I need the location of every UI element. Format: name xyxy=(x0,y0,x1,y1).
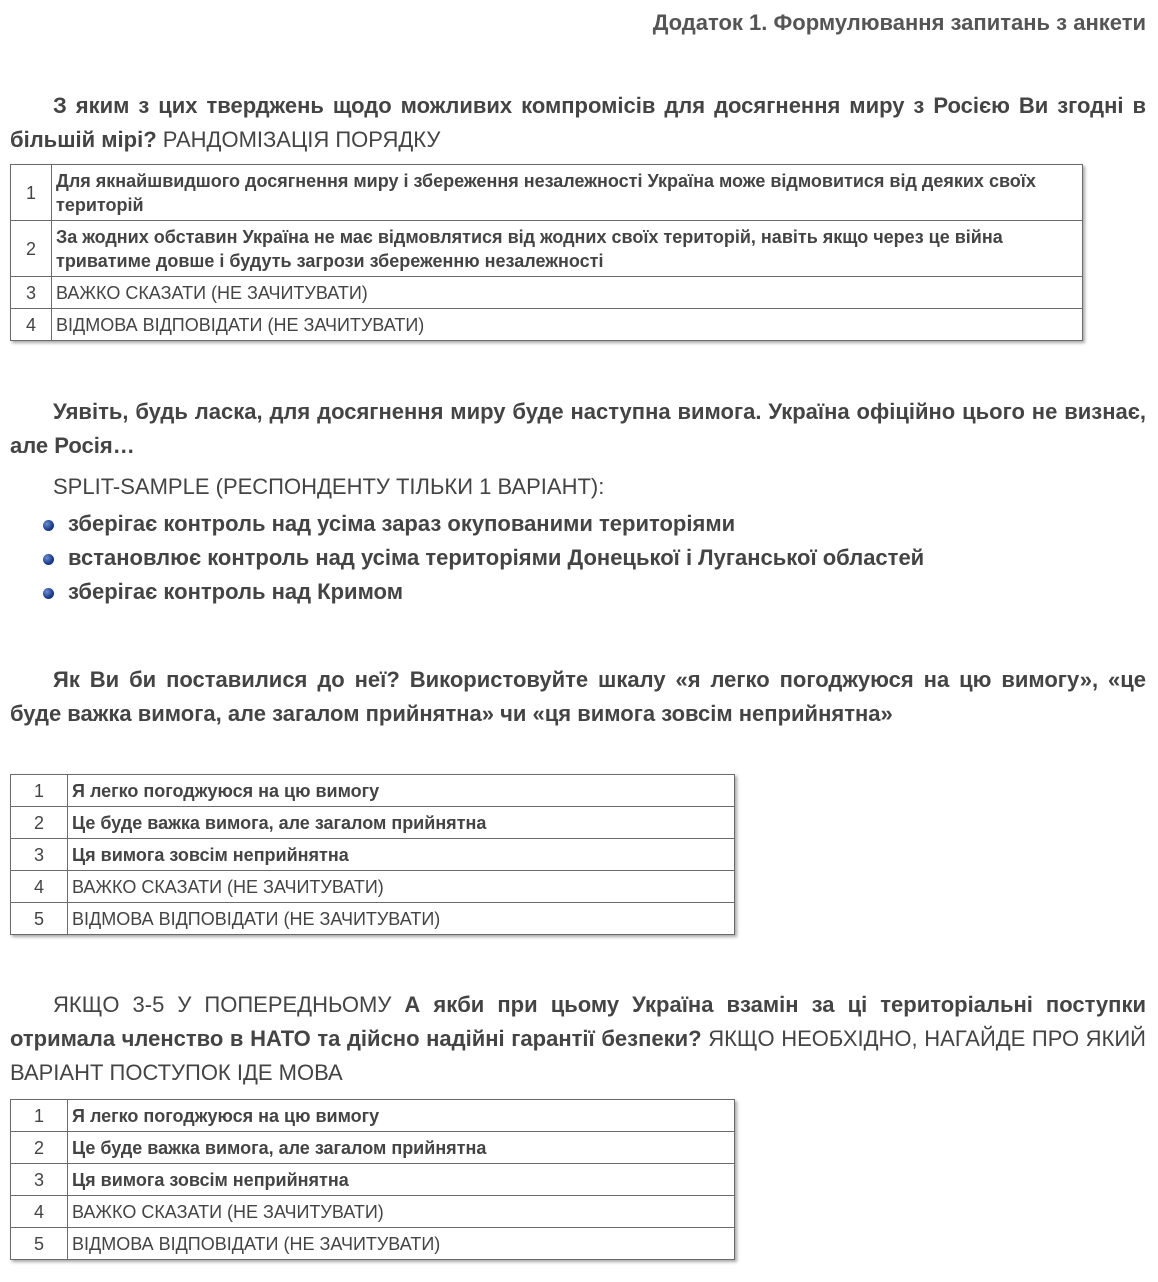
question-1 xyxy=(10,89,1146,157)
option-number: 1 xyxy=(11,165,52,221)
split-sample-note: SPLIT-SAMPLE (РЕСПОНДЕНТУ ТІЛЬКИ 1 ВАРІАНТ): xyxy=(53,474,605,499)
option-text: Я легко погоджуюся на цю вимогу xyxy=(68,1100,735,1132)
option-number: 4 xyxy=(11,309,52,341)
table-row xyxy=(11,165,1083,221)
question-2 xyxy=(10,395,1146,463)
table-row xyxy=(11,1164,735,1196)
variant-text: зберігає контроль над Кримом xyxy=(68,579,403,604)
table-row xyxy=(11,221,1083,277)
option-number: 3 xyxy=(11,1164,68,1196)
table-row xyxy=(11,807,735,839)
question-4 xyxy=(10,988,1146,1090)
list-item xyxy=(40,541,924,575)
option-number: 5 xyxy=(11,903,68,935)
question-3-options-table xyxy=(10,774,735,935)
table-row xyxy=(11,309,1083,341)
list-item xyxy=(40,507,924,541)
option-number: 4 xyxy=(11,1196,68,1228)
split-sample-variants xyxy=(40,507,924,609)
option-text: Ця вимога зовсім неприйнятна xyxy=(68,1164,735,1196)
question-2-text: Уявіть, будь ласка, для досягнення миру буде наступна вимога. Україна офіційно цього не визнає, але Росія… xyxy=(10,399,1146,458)
variant-text: зберігає контроль над усіма зараз окупованими територіями xyxy=(68,511,736,536)
question-3-text: Як Ви би поставилися до неї? Використовуйте шкалу «я легко погоджуюся на цю вимогу», «це буде важка вимога, але загалом прийнятна» чи «ця вимога зовсім неприйнятна» xyxy=(10,667,1146,726)
appendix-title: Додаток 1. Формулювання запитань з анкети xyxy=(652,10,1146,35)
option-text: За жодних обставин Україна не має відмовлятися від жодних своїх територій, навіть якщо через це війна триватиме довше і будуть загрози збереженню незалежності xyxy=(52,221,1083,277)
bullet-icon xyxy=(43,554,54,565)
option-text: Я легко погоджуюся на цю вимогу xyxy=(68,775,735,807)
question-4-condition: ЯКЩО 3-5 У ПОПЕРЕДНЬОМУ xyxy=(53,992,392,1017)
option-number: 2 xyxy=(11,807,68,839)
option-text: ВІДМОВА ВІДПОВІДАТИ (НЕ ЗАЧИТУВАТИ) xyxy=(52,309,1083,341)
table-row xyxy=(11,775,735,807)
table-row xyxy=(11,903,735,935)
table-row xyxy=(11,839,735,871)
question-3 xyxy=(10,663,1146,731)
option-number: 2 xyxy=(11,1132,68,1164)
bullet-icon xyxy=(43,588,54,599)
option-number: 4 xyxy=(11,871,68,903)
table-row xyxy=(11,1100,735,1132)
option-text: ВАЖКО СКАЗАТИ (НЕ ЗАЧИТУВАТИ) xyxy=(68,871,735,903)
option-text: ВІДМОВА ВІДПОВІДАТИ (НЕ ЗАЧИТУВАТИ) xyxy=(68,903,735,935)
option-number: 2 xyxy=(11,221,52,277)
table-row xyxy=(11,871,735,903)
question-1-note: РАНДОМІЗАЦІЯ ПОРЯДКУ xyxy=(162,127,441,152)
table-row xyxy=(11,277,1083,309)
option-text: Це буде важка вимога, але загалом прийнятна xyxy=(68,1132,735,1164)
option-text: Для якнайшвидшого досягнення миру і збереження незалежності Україна може відмовитися від деяких своїх територій xyxy=(52,165,1083,221)
table-row xyxy=(11,1196,735,1228)
list-item xyxy=(40,575,924,609)
question-1-text: З яким з цих тверджень щодо можливих компромісів для досягнення миру з Росією Ви згодні в більшій мірі? xyxy=(10,93,1146,152)
option-text: ВАЖКО СКАЗАТИ (НЕ ЗАЧИТУВАТИ) xyxy=(68,1196,735,1228)
variant-text: встановлює контроль над усіма територіями Донецької і Луганської областей xyxy=(68,545,925,570)
bullet-icon xyxy=(43,520,54,531)
question-1-options-table xyxy=(10,164,1083,341)
table-row xyxy=(11,1132,735,1164)
option-text: Це буде важка вимога, але загалом прийнятна xyxy=(68,807,735,839)
option-number: 1 xyxy=(11,775,68,807)
question-4-options-table xyxy=(10,1099,735,1260)
table-row xyxy=(11,1228,735,1260)
question-4-note: ЯКЩО НЕОБХІДНО, НАГАЙДЕ ПРО ЯКИЙ ВАРІАНТ ПОСТУПОК ІДЕ МОВА xyxy=(10,1026,1146,1085)
option-text: Ця вимога зовсім неприйнятна xyxy=(68,839,735,871)
question-4-text: А якби при цьому Україна взамін за ці територіальні поступки отримала членство в НАТО та дійсно надійні гарантії безпеки? xyxy=(10,992,1146,1051)
option-number: 1 xyxy=(11,1100,68,1132)
option-number: 5 xyxy=(11,1228,68,1260)
option-text: ВІДМОВА ВІДПОВІДАТИ (НЕ ЗАЧИТУВАТИ) xyxy=(68,1228,735,1260)
option-text: ВАЖКО СКАЗАТИ (НЕ ЗАЧИТУВАТИ) xyxy=(52,277,1083,309)
option-number: 3 xyxy=(11,839,68,871)
option-number: 3 xyxy=(11,277,52,309)
